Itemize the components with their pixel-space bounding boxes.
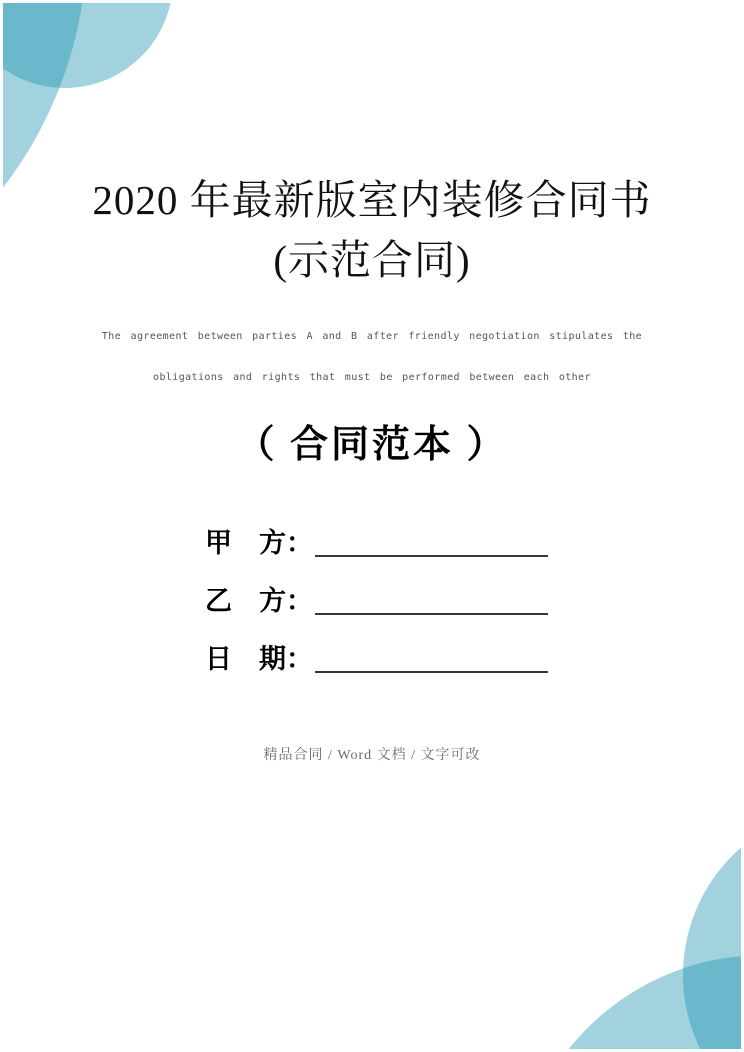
subtitle-english-line2: obligations and rights that must be performed between each other	[153, 372, 591, 383]
document-title	[0, 170, 744, 290]
corner-decoration-top-left	[3, 3, 741, 1049]
party-a-label: 甲 方：	[205, 528, 313, 558]
footer-note: 精品合同 / Word 文档 / 文字可改	[263, 748, 481, 763]
document-title-line1: 2020 年最新版室内装修合同书	[92, 177, 652, 223]
date-blank-line[interactable]	[315, 645, 548, 673]
decor-circle-top	[3, 3, 173, 88]
subtitle-english	[0, 316, 744, 398]
party-a-row	[205, 529, 548, 557]
date-label: 日 期：	[205, 644, 313, 674]
decor-circle-bottom	[514, 955, 741, 1049]
party-b-label: 乙 方：	[205, 586, 313, 616]
party-a-blank-line[interactable]	[315, 529, 548, 557]
party-b-row	[205, 587, 548, 615]
party-b-blank-line[interactable]	[315, 587, 548, 615]
subtitle-english-line1: The agreement between parties A and B after friendly negotiation stipulates the	[101, 331, 643, 342]
corner-decoration-bottom-right	[3, 3, 741, 1049]
date-row	[205, 645, 548, 673]
document-title-line2: (示范合同)	[273, 237, 471, 283]
contract-template-banner: （ 合同范本 ）	[236, 424, 508, 466]
decor-circle-right	[683, 806, 741, 1049]
